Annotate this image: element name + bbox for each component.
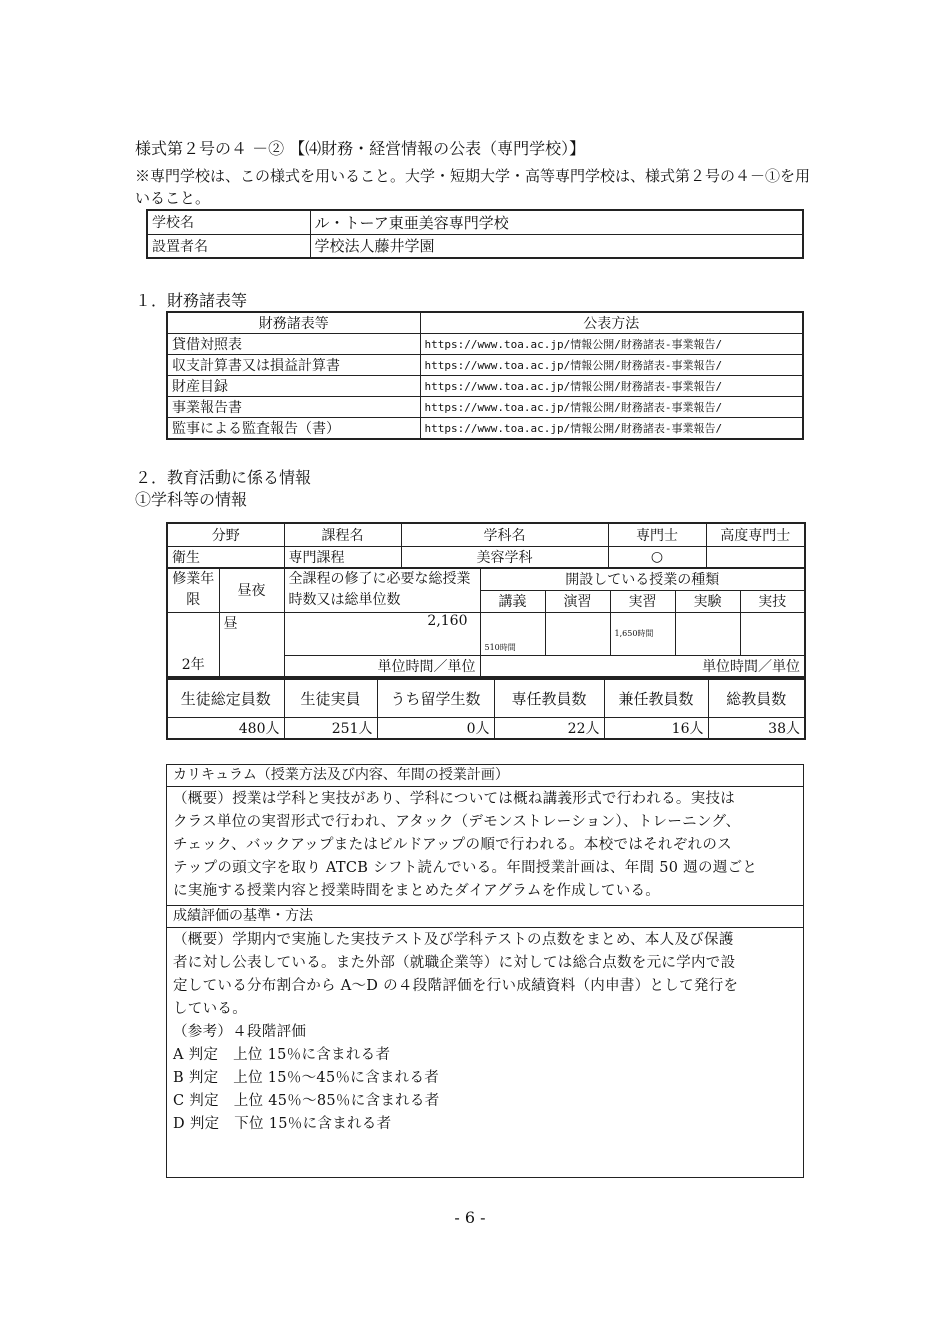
- header-students-total: 生徒総定員数: [167, 679, 284, 717]
- department-info-table: [166, 522, 806, 569]
- header-total-hours: 全課程の修了に必要な総授業時数又は総単位数: [284, 568, 480, 612]
- school-name-label: 学校名: [147, 210, 310, 234]
- curriculum-line: クラス単位の実習形式で行われ、アタック（デモンストレーション）、トレーニング、: [173, 814, 741, 830]
- form-note: ※専門学校は、この様式を用いること。大学・短期大学・高等専門学校は、様式第２号の４－①を用いること。: [135, 167, 811, 207]
- header-practice: 実習: [610, 590, 675, 612]
- value-field: 衛生: [167, 546, 284, 568]
- school-info-table: [146, 209, 804, 259]
- header-lecture: 講義: [480, 590, 545, 612]
- section2-title: ２．教育活動に係る情報: [135, 468, 312, 487]
- header-total-staff: 総教員数: [708, 679, 805, 717]
- value-students-total: 480人: [167, 717, 284, 739]
- header-exercise: 演習: [545, 590, 610, 612]
- header-course: 課程名: [284, 523, 401, 546]
- grading-line: （参考）４段階評価: [173, 1024, 307, 1040]
- statement-url: https://www.toa.ac.jp/情報公開/財務諸表-事業報告/: [420, 397, 803, 418]
- header-senmonshi: 専門士: [608, 523, 706, 546]
- value-kodo-senmonshi: [706, 546, 805, 568]
- statement-label: 財産目録: [167, 376, 420, 397]
- curriculum-line: に実施する授業内容と授業時間をまとめたダイアグラムを作成している。: [173, 883, 661, 899]
- header-field: 分野: [167, 523, 284, 546]
- header-skill: 実技: [740, 590, 805, 612]
- curriculum-grading-box: [166, 764, 804, 1178]
- curriculum-line: チェック、バックアップまたはビルドアップの順で行われる。本校ではそれぞれのス: [173, 837, 732, 853]
- curriculum-body: [167, 787, 803, 905]
- col-statement-header: 財務諸表等: [167, 312, 420, 334]
- value-department: 美容学科: [401, 546, 608, 568]
- header-intl-students: うち留学生数: [377, 679, 494, 717]
- grading-line: D 判定 下位 15％に含まれる者: [173, 1116, 392, 1132]
- financial-statements-table: [166, 311, 804, 440]
- statement-url: https://www.toa.ac.jp/情報公開/財務諸表-事業報告/: [420, 334, 803, 355]
- header-fulltime-staff: 専任教員数: [494, 679, 604, 717]
- statement-url: https://www.toa.ac.jp/情報公開/財務諸表-事業報告/: [420, 376, 803, 397]
- value-years: 2年: [167, 612, 219, 677]
- table-row: [167, 334, 803, 355]
- col-method-header: 公表方法: [420, 312, 803, 334]
- students-staff-table: [166, 678, 806, 740]
- founder-label: 設置者名: [147, 234, 310, 258]
- value-exercise: [545, 612, 610, 655]
- value-parttime-staff: 16人: [604, 717, 708, 739]
- table-row: [167, 418, 803, 440]
- value-intl-students: 0人: [377, 717, 494, 739]
- founder-value: 学校法人藤井学園: [310, 234, 803, 258]
- grading-line: している。: [173, 1001, 247, 1017]
- statement-label: 収支計算書又は損益計算書: [167, 355, 420, 376]
- form-heading: 様式第２号の４ －② 【⑷財務・経営情報の公表（専門学校）】: [135, 139, 586, 158]
- grading-line: B 判定 上位 15％～45％に含まれる者: [173, 1070, 440, 1086]
- table-row: [167, 397, 803, 418]
- page-number: - 6 -: [454, 1208, 486, 1227]
- header-students-actual: 生徒実員: [284, 679, 377, 717]
- grading-line: （概要）学期内で実施した実技テスト及び学科テストの点数をまとめ、本人及び保護: [173, 932, 734, 948]
- table-row: [167, 376, 803, 397]
- statement-label: 貸借対照表: [167, 334, 420, 355]
- unit-label-classes: 単位時間／単位: [480, 655, 805, 677]
- grading-header: 成績評価の基準・方法: [167, 905, 803, 928]
- value-fulltime-staff: 22人: [494, 717, 604, 739]
- value-total-hours: 2,160: [284, 612, 480, 655]
- value-practice: 1,650時間: [610, 612, 675, 655]
- grading-line: 定している分布割合から A～D の４段階評価を行い成績資料（内申書）として発行を: [173, 978, 739, 994]
- statement-label: 監事による監査報告（書）: [167, 418, 420, 440]
- curriculum-header: カリキュラム（授業方法及び内容、年間の授業計画）: [167, 765, 803, 787]
- header-experiment: 実験: [675, 590, 740, 612]
- header-class-kinds: 開設している授業の種類: [480, 568, 805, 590]
- value-skill: [740, 612, 805, 655]
- section2-subtitle: ①学科等の情報: [135, 490, 248, 509]
- statement-url: https://www.toa.ac.jp/情報公開/財務諸表-事業報告/: [420, 418, 803, 440]
- statement-url: https://www.toa.ac.jp/情報公開/財務諸表-事業報告/: [420, 355, 803, 376]
- value-senmonshi: ○: [608, 546, 706, 568]
- table-row: [167, 355, 803, 376]
- value-students-actual: 251人: [284, 717, 377, 739]
- section1-title: １．財務諸表等: [135, 291, 248, 310]
- course-hours-table: [166, 567, 806, 678]
- grading-line: C 判定 上位 45％～85％に含まれる者: [173, 1093, 440, 1109]
- header-daynight: 昼夜: [219, 568, 284, 612]
- value-lecture: 510時間: [480, 612, 545, 655]
- grading-body: [167, 928, 803, 1138]
- header-kodo-senmonshi: 高度専門士: [706, 523, 805, 546]
- school-name-value: ル・トーア東亜美容専門学校: [310, 210, 803, 234]
- header-years: 修業年限: [167, 568, 219, 612]
- header-department: 学科名: [401, 523, 608, 546]
- value-course: 専門課程: [284, 546, 401, 568]
- curriculum-line: テップの頭文字を取り ATCB シフト読んでいる。年間授業計画は、年間 50 週の週ごと: [173, 860, 758, 876]
- statement-label: 事業報告書: [167, 397, 420, 418]
- grading-line: 者に対し公表している。また外部（就職企業等）に対しては総合点数を元に学内で設: [173, 955, 736, 971]
- header-parttime-staff: 兼任教員数: [604, 679, 708, 717]
- value-total-staff: 38人: [708, 717, 805, 739]
- grading-line: A 判定 上位 15％に含まれる者: [173, 1047, 391, 1063]
- value-experiment: [675, 612, 740, 655]
- unit-label-total: 単位時間／単位: [284, 655, 480, 677]
- curriculum-line: （概要）授業は学科と実技があり、学科については概ね講義形式で行われる。実技は: [173, 791, 736, 807]
- value-daynight: 昼: [219, 612, 284, 677]
